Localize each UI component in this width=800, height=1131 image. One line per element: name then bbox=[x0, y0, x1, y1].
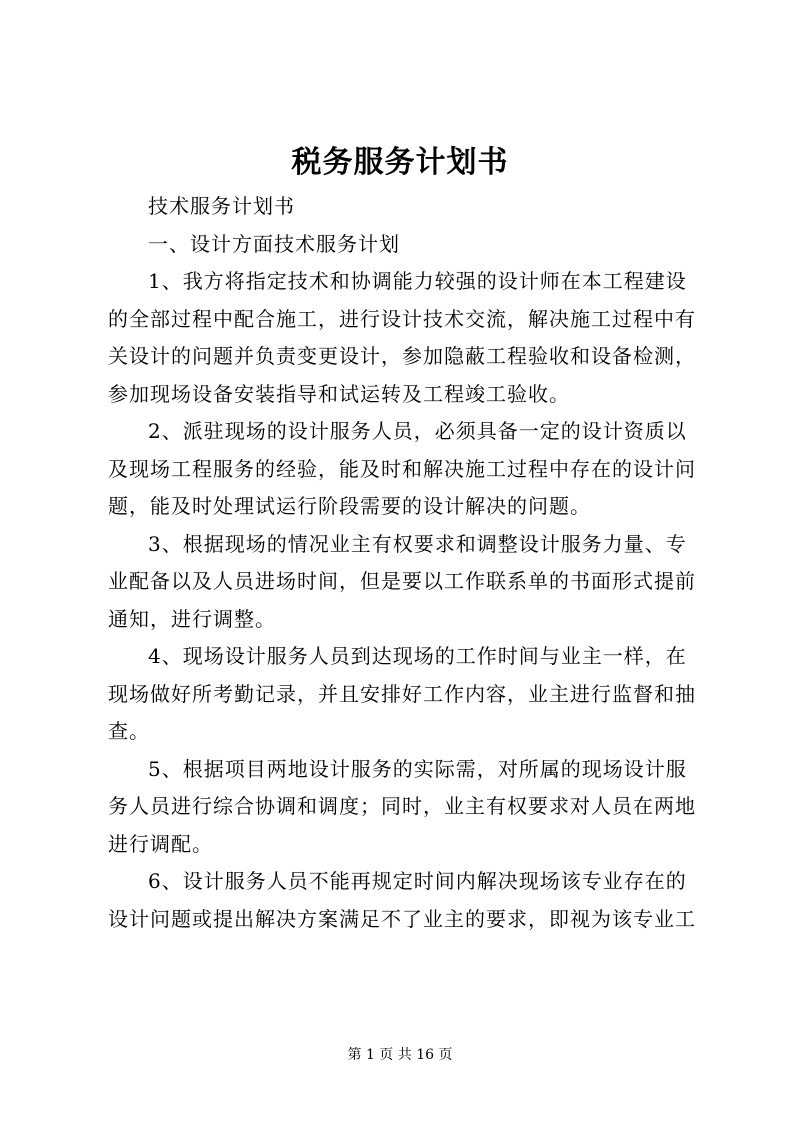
paragraph-line: 6、设计服务人员不能再规定时间内解决现场该专业存在的 bbox=[148, 869, 687, 893]
paragraph-line: 4、现场设计服务人员到达现场的工作时间与业主一样，在 bbox=[148, 644, 687, 668]
paragraph-item-3 bbox=[108, 526, 708, 639]
paragraph-line: 业配备以及人员进场时间，但是要以工作联系单的书面形式提前 bbox=[108, 569, 696, 593]
paragraph-line: 查。 bbox=[108, 719, 150, 743]
paragraph-line: 5、根据项目两地设计服务的实际需，对所属的现场设计服 bbox=[148, 756, 687, 781]
paragraph-line: 题，能及时处理试运行阶段需要的设计解决的问题。 bbox=[108, 494, 591, 518]
paragraph-subtitle bbox=[108, 188, 708, 226]
paragraph-line: 2、派驻现场的设计服务人员，必须具备一定的设计资质以 bbox=[148, 419, 687, 443]
paragraph-line: 技术服务计划书 bbox=[148, 194, 295, 218]
paragraph-line: 3、根据现场的情况业主有权要求和调整设计服务力量、专 bbox=[148, 531, 687, 556]
page-footer: 第 1 页 共 16 页 bbox=[347, 1047, 453, 1063]
paragraph-line: 及现场工程服务的经验，能及时和解决施工过程中存在的设计问 bbox=[108, 456, 696, 481]
paragraph-line: 的全部过程中配合施工，进行设计技术交流，解决施工过程中有 bbox=[108, 306, 696, 331]
document-body bbox=[108, 188, 708, 938]
paragraph-item-1 bbox=[108, 263, 708, 413]
document-title: 税务服务计划书 bbox=[291, 145, 509, 180]
paragraph-line: 通知，进行调整。 bbox=[108, 606, 276, 631]
paragraph-line: 务人员进行综合协调和调度；同时，业主有权要求对人员在两地 bbox=[108, 794, 696, 818]
paragraph-item-4 bbox=[108, 638, 708, 751]
paragraph-line: 关设计的问题并负责变更设计，参加隐蔽工程验收和设备检测， bbox=[108, 344, 696, 368]
section-heading bbox=[108, 226, 708, 264]
paragraph-line: 一、设计方面技术服务计划 bbox=[148, 231, 400, 256]
paragraph-line: 现场做好所考勤记录，并且安排好工作内容，业主进行监督和抽 bbox=[108, 681, 696, 706]
paragraph-item-6 bbox=[108, 863, 708, 938]
paragraph-line: 1、我方将指定技术和协调能力较强的设计师在本工程建设 bbox=[148, 269, 687, 293]
paragraph-line: 参加现场设备安装指导和试运转及工程竣工验收。 bbox=[108, 381, 570, 406]
paragraph-line: 进行调配。 bbox=[108, 831, 213, 856]
paragraph-item-5 bbox=[108, 751, 708, 864]
paragraph-line: 设计问题或提出解决方案满足不了业主的要求，即视为该专业工 bbox=[108, 906, 696, 931]
paragraph-item-2 bbox=[108, 413, 708, 526]
